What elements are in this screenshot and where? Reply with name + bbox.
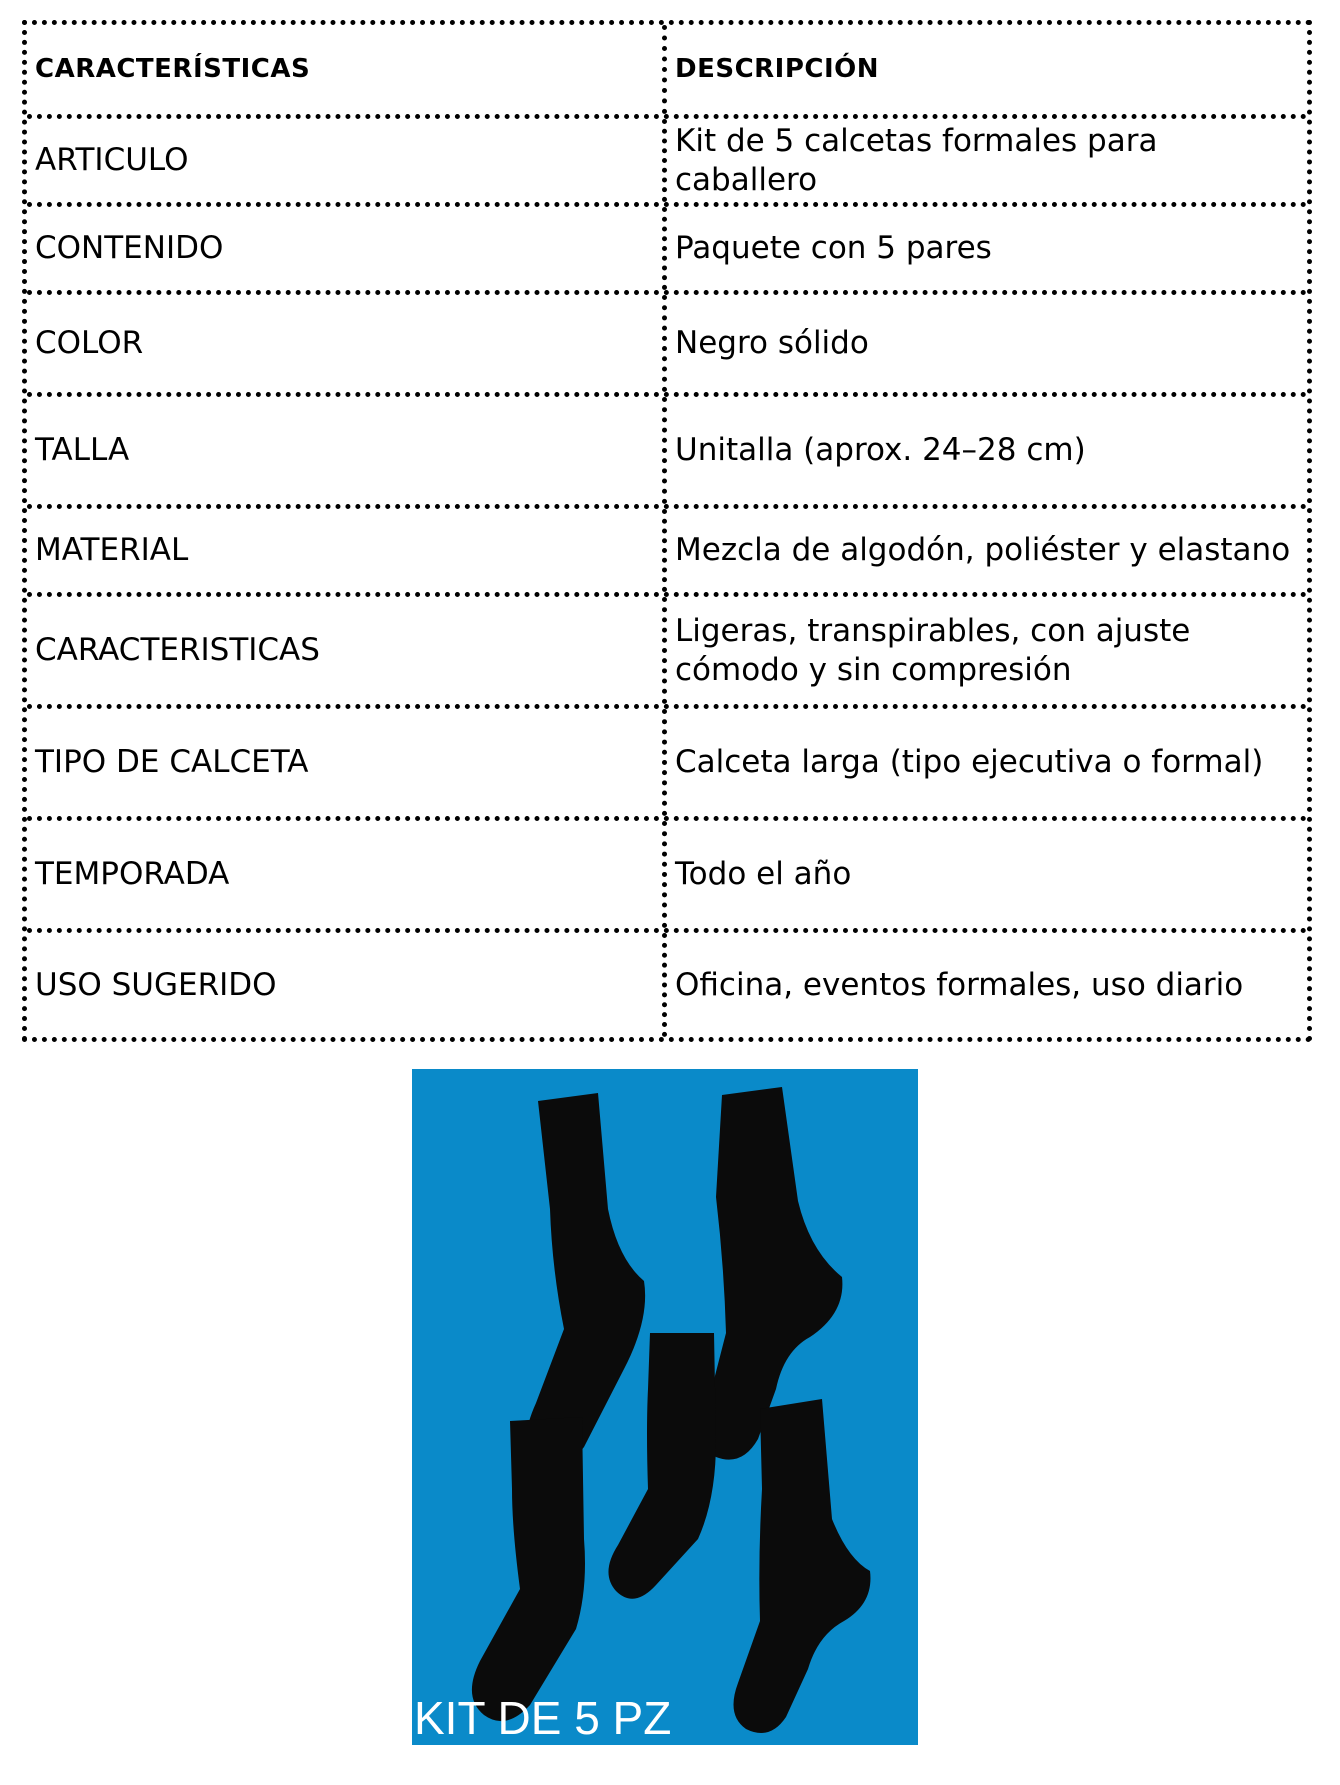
row-value: Paquete con 5 pares xyxy=(675,230,992,267)
row-value: Kit de 5 calcetas formales para caballero xyxy=(675,122,1158,198)
product-caption: KIT DE 5 PZ xyxy=(414,1692,672,1745)
row-label: ARTICULO xyxy=(27,119,667,202)
socks-illustration xyxy=(412,1069,918,1745)
row-label: CONTENIDO xyxy=(27,207,667,290)
row-value: Ligeras, transpirables, con ajuste cómodo y sin compresión xyxy=(675,612,1191,688)
row-label: USO SUGERIDO xyxy=(27,933,667,1037)
header-description: DESCRIPCIÓN xyxy=(675,54,880,85)
row-label: MATERIAL xyxy=(27,509,667,592)
table-header-row xyxy=(27,25,1307,119)
row-label: COLOR xyxy=(27,295,667,392)
table-row xyxy=(27,509,1307,597)
table-row xyxy=(27,119,1307,207)
table-row xyxy=(27,295,1307,397)
table-row xyxy=(27,821,1307,933)
sock-1 xyxy=(526,1093,645,1467)
table-row xyxy=(27,207,1307,295)
row-value: Todo el año xyxy=(675,856,852,893)
row-label: TEMPORADA xyxy=(27,821,667,928)
table-row xyxy=(27,597,1307,709)
specs-table xyxy=(22,20,1312,1042)
product-image xyxy=(412,1069,918,1745)
sock-4 xyxy=(608,1333,716,1599)
row-value: Unitalla (aprox. 24–28 cm) xyxy=(675,432,1086,469)
header-characteristics: CARACTERÍSTICAS xyxy=(27,25,667,114)
sock-5 xyxy=(734,1399,871,1733)
row-label: TALLA xyxy=(27,397,667,504)
table-row xyxy=(27,933,1307,1037)
row-value: Oficina, eventos formales, uso diario xyxy=(675,966,1244,1003)
row-label: CARACTERISTICAS xyxy=(27,597,667,704)
row-label: TIPO DE CALCETA xyxy=(27,709,667,816)
sock-3 xyxy=(472,1417,585,1721)
row-value: Calceta larga (tipo ejecutiva o formal) xyxy=(675,744,1264,781)
socks-group xyxy=(472,1087,871,1733)
table-row xyxy=(27,709,1307,821)
table-row xyxy=(27,397,1307,509)
row-value: Negro sólido xyxy=(675,325,869,362)
row-value: Mezcla de algodón, poliéster y elastano xyxy=(675,532,1291,569)
